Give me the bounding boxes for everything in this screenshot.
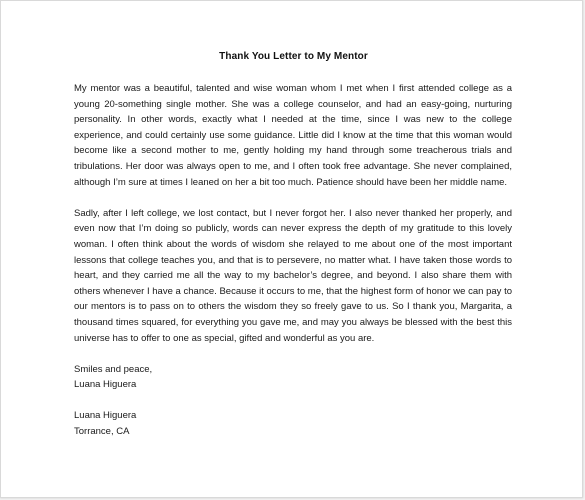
signature-location: Torrance, CA <box>74 426 130 438</box>
letter-title: Thank You Letter to My Mentor <box>219 51 368 62</box>
closing-line: Smiles and peace, <box>74 363 153 375</box>
letter-closing <box>74 362 512 393</box>
letter-paragraph-1: My mentor was a beautiful, talented and wise woman whom I met when I first attended college as a young 20-something single mother. She was a college counselor, and had an easy-going, nurturing personality. In other words, exactly what I needed at the time, since I was new to the college experience, and could certainly use some guidance. Little did I know at the time that this woman would become like a second mother to me, gently holding my hand through some treacherous trials and tribulations. Her door was always open to me, and I often took free advantage. She never complained, although I’m sure at times I leaned on her a bit too much. Patience should have been her middle name. <box>74 83 512 188</box>
signature-name: Luana Higuera <box>74 410 137 422</box>
letter-paragraph-2: Sadly, after I left college, we lost contact, but I never forgot her. I also never thanked her properly, and even now that I’m doing so publicly, words can never express the depth of my gratitude to this lovely woman. I often think about the words of wisdom she relayed to me about one of the most important lessons that college teaches you, and that is to persevere, no matter what. I have taken those words to heart, and they carried me all the way to my bachelor’s degree, and beyond. I also share them with others whenever I have a chance. Because it occurs to me, that the highest form of honor we can pay to our mentors is to pass on to others the wisdom they so freely gave to us. So I thank you, Margarita, a thousand times squared, for everything you gave me, and may you always be blessed with the best this universe has to offer to one as special, gifted and wonderful as you are. <box>74 207 512 344</box>
letter-body <box>74 81 512 440</box>
signature-block <box>74 408 512 439</box>
closing-name: Luana Higuera <box>74 379 137 391</box>
